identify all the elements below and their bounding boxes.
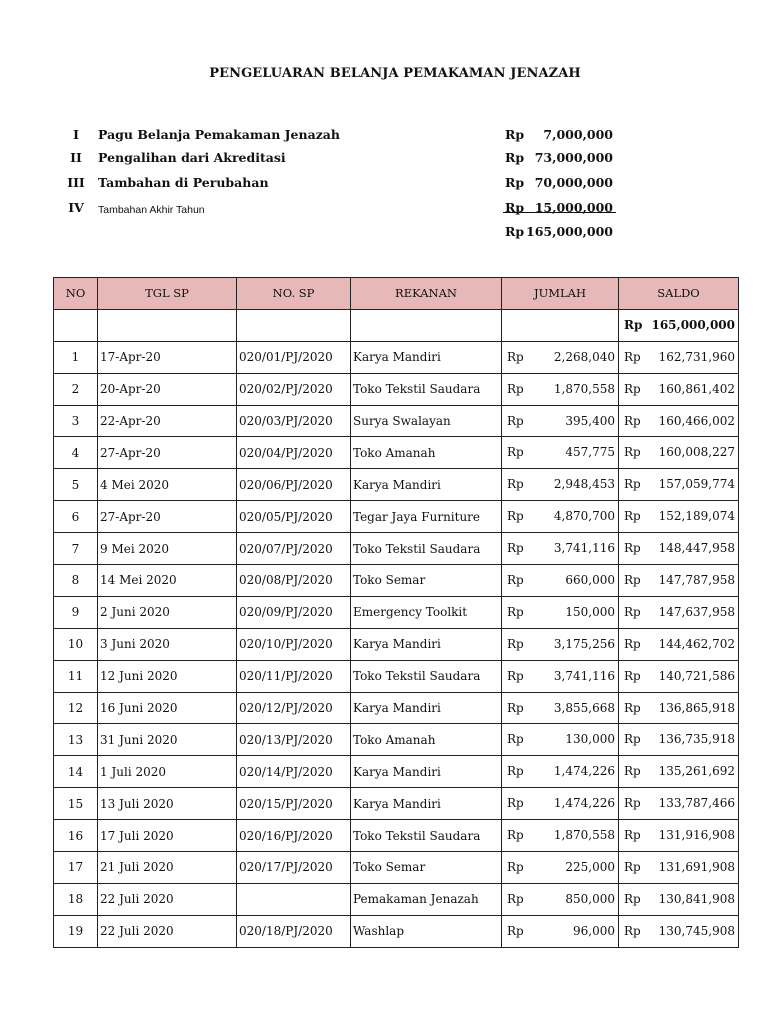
table-row [54,852,739,884]
row-jumlah [502,692,619,724]
table-row [54,405,739,437]
currency-label: Rp [507,445,524,460]
saldo-value: 136,865,918 [658,700,735,715]
row-jumlah [502,565,619,597]
saldo-value: 140,721,586 [658,668,735,683]
opening-saldo-value: 165,000,000 [651,317,735,332]
row-saldo [619,373,739,405]
row-no-sp: 020/04/PJ/2020 [237,437,351,469]
row-jumlah [502,373,619,405]
row-jumlah [502,628,619,660]
currency-label: Rp [624,668,641,683]
summary-row-currency: Rp [505,175,525,190]
row-no-sp: 020/09/PJ/2020 [237,596,351,628]
currency-label: Rp [507,636,524,651]
table-row [54,533,739,565]
row-saldo [619,915,739,947]
table-cell [237,309,351,341]
jumlah-value: 395,400 [565,413,615,428]
row-saldo [619,405,739,437]
summary-row-number: IV [68,200,84,215]
row-jumlah [502,852,619,884]
summary-row [0,150,768,170]
row-tgl-sp: 17-Apr-20 [98,341,237,373]
table-row [54,883,739,915]
currency-label: Rp [624,413,641,428]
header-no-sp: NO. SP [237,278,351,310]
table-row [54,915,739,947]
row-rekanan: Washlap [351,915,502,947]
row-tgl-sp: 13 Juli 2020 [98,788,237,820]
currency-label: Rp [624,317,643,332]
row-tgl-sp: 14 Mei 2020 [98,565,237,597]
saldo-value: 160,466,002 [658,413,735,428]
row-tgl-sp: 2 Juni 2020 [98,596,237,628]
row-no-sp [237,883,351,915]
jumlah-value: 2,268,040 [553,349,615,364]
row-no: 19 [54,915,98,947]
currency-label: Rp [624,349,641,364]
opening-balance-row [54,309,739,341]
currency-label: Rp [507,477,524,492]
row-jumlah [502,724,619,756]
row-saldo [619,788,739,820]
row-tgl-sp: 21 Juli 2020 [98,852,237,884]
saldo-value: 152,189,074 [658,509,735,524]
row-rekanan: Emergency Toolkit [351,596,502,628]
table-row [54,437,739,469]
currency-label: Rp [624,764,641,779]
row-tgl-sp: 1 Juli 2020 [98,756,237,788]
row-tgl-sp: 22 Juli 2020 [98,915,237,947]
jumlah-value: 3,741,116 [553,668,615,683]
sum-underline [503,212,616,213]
table-cell [98,309,237,341]
currency-label: Rp [507,573,524,588]
jumlah-value: 130,000 [565,732,615,747]
table-cell [54,309,98,341]
row-no: 15 [54,788,98,820]
row-no-sp: 020/05/PJ/2020 [237,501,351,533]
row-no: 5 [54,469,98,501]
row-rekanan: Toko Semar [351,565,502,597]
row-jumlah [502,469,619,501]
row-tgl-sp: 4 Mei 2020 [98,469,237,501]
row-saldo [619,533,739,565]
row-saldo [619,437,739,469]
currency-label: Rp [624,604,641,619]
table-row [54,469,739,501]
row-rekanan: Toko Amanah [351,724,502,756]
row-rekanan: Toko Semar [351,852,502,884]
summary-row-label: Tambahan Akhir Tahun [98,204,205,216]
row-no: 9 [54,596,98,628]
summary-row-amount: 73,000,000 [534,150,613,165]
currency-label: Rp [624,636,641,651]
header-saldo: SALDO [619,278,739,310]
table-row [54,501,739,533]
currency-label: Rp [507,668,524,683]
row-no: 8 [54,565,98,597]
currency-label: Rp [507,413,524,428]
row-rekanan: Karya Mandiri [351,788,502,820]
table-row [54,660,739,692]
row-saldo [619,724,739,756]
row-jumlah [502,915,619,947]
summary-row-label: Pagu Belanja Pemakaman Jenazah [98,127,340,142]
currency-label: Rp [624,477,641,492]
row-no: 11 [54,660,98,692]
row-saldo [619,341,739,373]
table-row [54,692,739,724]
row-rekanan: Toko Tekstil Saudara [351,373,502,405]
table-row [54,724,739,756]
row-no: 6 [54,501,98,533]
row-no: 17 [54,852,98,884]
row-saldo [619,660,739,692]
jumlah-value: 150,000 [565,604,615,619]
saldo-value: 148,447,958 [658,541,735,556]
currency-label: Rp [624,573,641,588]
row-rekanan: Karya Mandiri [351,469,502,501]
saldo-value: 147,787,958 [658,573,735,588]
row-no: 14 [54,756,98,788]
table-row [54,820,739,852]
currency-label: Rp [624,509,641,524]
table-row [54,373,739,405]
row-no-sp: 020/17/PJ/2020 [237,852,351,884]
jumlah-value: 3,741,116 [553,541,615,556]
row-no: 18 [54,883,98,915]
row-no-sp: 020/11/PJ/2020 [237,660,351,692]
summary-row-number: II [70,150,82,165]
row-no-sp: 020/13/PJ/2020 [237,724,351,756]
row-saldo [619,756,739,788]
currency-label: Rp [507,541,524,556]
row-rekanan: Pemakaman Jenazah [351,883,502,915]
row-rekanan: Toko Tekstil Saudara [351,533,502,565]
row-tgl-sp: 27-Apr-20 [98,501,237,533]
row-jumlah [502,501,619,533]
row-rekanan: Karya Mandiri [351,756,502,788]
row-saldo [619,820,739,852]
row-jumlah [502,788,619,820]
table-row [54,341,739,373]
jumlah-value: 3,175,256 [553,636,615,651]
currency-label: Rp [507,732,524,747]
currency-label: Rp [624,541,641,556]
currency-label: Rp [624,732,641,747]
summary-total-currency: Rp [505,224,525,239]
jumlah-value: 1,474,226 [553,796,615,811]
row-no: 16 [54,820,98,852]
saldo-value: 144,462,702 [658,636,735,651]
jumlah-value: 2,948,453 [553,477,615,492]
currency-label: Rp [624,828,641,843]
saldo-value: 130,841,908 [658,891,735,906]
row-no-sp: 020/10/PJ/2020 [237,628,351,660]
saldo-value: 147,637,958 [658,604,735,619]
jumlah-value: 457,775 [565,445,615,460]
summary-row-label: Pengalihan dari Akreditasi [98,150,286,165]
summary-row-amount: 70,000,000 [534,175,613,190]
currency-label: Rp [507,796,524,811]
summary-row-number: I [73,127,79,142]
row-jumlah [502,533,619,565]
row-saldo [619,596,739,628]
page-title: PENGELUARAN BELANJA PEMAKAMAN JENAZAH [209,66,581,81]
header-rekanan: REKANAN [351,278,502,310]
row-no: 4 [54,437,98,469]
table-row [54,756,739,788]
row-no: 7 [54,533,98,565]
row-jumlah [502,883,619,915]
row-tgl-sp: 17 Juli 2020 [98,820,237,852]
summary-total-amount: 165,000,000 [526,224,613,239]
row-no-sp: 020/06/PJ/2020 [237,469,351,501]
row-no: 3 [54,405,98,437]
opening-saldo-cell [619,309,739,341]
row-no-sp: 020/01/PJ/2020 [237,341,351,373]
row-tgl-sp: 9 Mei 2020 [98,533,237,565]
saldo-value: 133,787,466 [658,796,735,811]
row-jumlah [502,437,619,469]
currency-label: Rp [507,700,524,715]
row-no: 12 [54,692,98,724]
currency-label: Rp [507,381,524,396]
saldo-value: 160,008,227 [658,445,735,460]
summary-row-label: Tambahan di Perubahan [98,175,269,190]
table-row [54,628,739,660]
row-jumlah [502,820,619,852]
summary-row [0,200,768,220]
row-rekanan: Karya Mandiri [351,692,502,724]
jumlah-value: 660,000 [565,573,615,588]
saldo-value: 131,691,908 [658,860,735,875]
row-tgl-sp: 22 Juli 2020 [98,883,237,915]
currency-label: Rp [507,891,524,906]
row-no: 2 [54,373,98,405]
table-header-row [54,278,739,310]
row-jumlah [502,341,619,373]
row-tgl-sp: 27-Apr-20 [98,437,237,469]
summary-row [0,127,768,147]
row-saldo [619,565,739,597]
saldo-value: 136,735,918 [658,732,735,747]
currency-label: Rp [507,604,524,619]
summary-row-amount: 15,000,000 [534,200,613,215]
row-jumlah [502,596,619,628]
currency-label: Rp [507,923,524,938]
currency-label: Rp [624,445,641,460]
row-rekanan: Tegar Jaya Furniture [351,501,502,533]
row-no-sp: 020/08/PJ/2020 [237,565,351,597]
currency-label: Rp [507,828,524,843]
jumlah-value: 4,870,700 [553,509,615,524]
saldo-value: 160,861,402 [658,381,735,396]
header-jumlah: JUMLAH [502,278,619,310]
row-no-sp: 020/18/PJ/2020 [237,915,351,947]
row-saldo [619,692,739,724]
header-no: NO [54,278,98,310]
row-no: 13 [54,724,98,756]
summary-row [0,175,768,195]
jumlah-value: 1,870,558 [553,381,615,396]
row-tgl-sp: 3 Juni 2020 [98,628,237,660]
row-no-sp: 020/12/PJ/2020 [237,692,351,724]
row-rekanan: Toko Tekstil Saudara [351,820,502,852]
row-tgl-sp: 22-Apr-20 [98,405,237,437]
jumlah-value: 850,000 [565,891,615,906]
summary-row-amount: 7,000,000 [543,127,613,142]
currency-label: Rp [507,860,524,875]
currency-label: Rp [507,349,524,364]
row-saldo [619,852,739,884]
summary-row-number: III [67,175,85,190]
saldo-value: 131,916,908 [658,828,735,843]
jumlah-value: 3,855,668 [553,700,615,715]
currency-label: Rp [624,796,641,811]
row-jumlah [502,756,619,788]
row-rekanan: Karya Mandiri [351,341,502,373]
row-tgl-sp: 20-Apr-20 [98,373,237,405]
currency-label: Rp [624,891,641,906]
jumlah-value: 1,474,226 [553,764,615,779]
row-no: 1 [54,341,98,373]
saldo-value: 157,059,774 [658,477,735,492]
row-tgl-sp: 16 Juni 2020 [98,692,237,724]
row-rekanan: Toko Amanah [351,437,502,469]
row-tgl-sp: 12 Juni 2020 [98,660,237,692]
currency-label: Rp [624,923,641,938]
row-no-sp: 020/03/PJ/2020 [237,405,351,437]
currency-label: Rp [507,509,524,524]
table-row [54,596,739,628]
row-no-sp: 020/15/PJ/2020 [237,788,351,820]
row-jumlah [502,405,619,437]
summary-total-row [0,224,768,244]
jumlah-value: 225,000 [565,860,615,875]
row-no-sp: 020/14/PJ/2020 [237,756,351,788]
jumlah-value: 96,000 [573,923,615,938]
row-saldo [619,883,739,915]
summary-row-currency: Rp [505,150,525,165]
currency-label: Rp [624,860,641,875]
table-cell [351,309,502,341]
row-saldo [619,501,739,533]
currency-label: Rp [507,764,524,779]
table-row [54,788,739,820]
row-saldo [619,469,739,501]
saldo-value: 135,261,692 [658,764,735,779]
row-no: 10 [54,628,98,660]
row-jumlah [502,660,619,692]
saldo-value: 162,731,960 [658,349,735,364]
row-rekanan: Surya Swalayan [351,405,502,437]
row-rekanan: Toko Tekstil Saudara [351,660,502,692]
row-no-sp: 020/02/PJ/2020 [237,373,351,405]
summary-row-currency: Rp [505,127,525,142]
saldo-value: 130,745,908 [658,923,735,938]
jumlah-value: 1,870,558 [553,828,615,843]
table-row [54,565,739,597]
header-tgl-sp: TGL SP [98,278,237,310]
summary-row-currency: Rp [505,200,525,215]
row-rekanan: Karya Mandiri [351,628,502,660]
row-no-sp: 020/16/PJ/2020 [237,820,351,852]
expense-ledger-table [53,277,739,948]
currency-label: Rp [624,381,641,396]
row-no-sp: 020/07/PJ/2020 [237,533,351,565]
table-cell [502,309,619,341]
currency-label: Rp [624,700,641,715]
row-saldo [619,628,739,660]
row-tgl-sp: 31 Juni 2020 [98,724,237,756]
